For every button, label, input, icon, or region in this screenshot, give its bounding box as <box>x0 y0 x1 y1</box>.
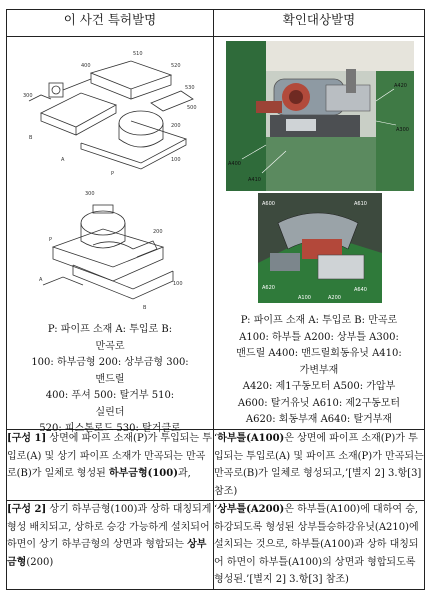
claim-tail: 과, <box>177 468 191 479</box>
right-column-header: 확인대상발명 <box>214 10 425 37</box>
fig-label: 100 <box>173 281 183 287</box>
target-text: 은 상면에 파이프 소재(P)가 투입되는 투입로(A) 및 파이프 소재(P)가 만곡되는 만곡로(B)가 일체로 형성되고,’[별지 2] 3.항[3] 참조) <box>214 433 424 497</box>
fig-label: A300 <box>396 127 409 133</box>
target-text: 은 하부틀(A100)에 대하여 승,하강되도록 형성된 상부틀승하강유닛(A210)에 설치되는 것으로, 하부틀(A100)과 상하 대칭되어 하면이 하부틀(A100)의 상면과 형합되도록 형성된.’[별지 2] 3.항[3] 참조) <box>214 504 419 585</box>
target-element-2 <box>214 501 425 590</box>
fig-label: A410 <box>248 177 261 183</box>
fig-label: 400 <box>81 63 91 69</box>
target-photo-top <box>226 41 414 191</box>
claim-element-2 <box>7 501 214 590</box>
right-legend <box>214 313 424 429</box>
claim-element-1 <box>7 430 214 501</box>
fig-label: A420 <box>394 83 407 89</box>
fig-label: 300 <box>23 93 33 99</box>
fig-label: A610 <box>354 201 367 207</box>
left-legend <box>7 322 213 438</box>
legend-line: 400: 푸셔 500: 탈거부 510: <box>45 390 175 401</box>
fig-label: B <box>143 305 147 311</box>
fig-label: A100 <box>298 295 311 301</box>
legend-line: A420: 제1구동모터 A500: 가압부 <box>242 381 396 392</box>
left-column-header: 이 사건 특허발명 <box>7 10 214 37</box>
legend-line: 100: 하부금형 200: 상부금형 300: <box>31 357 189 368</box>
fig-label: A200 <box>328 295 341 301</box>
fig-label: 200 <box>171 123 181 129</box>
claim-label: [구성 2] <box>7 504 47 515</box>
legend-line: 가변부재 <box>299 364 339 376</box>
target-figure-cell <box>214 37 425 430</box>
fig-label: A400 <box>228 161 241 167</box>
claim-text: 상기 하부금형(100)과 상하 대칭되게 형성 배치되고, 상하로 승강 가능하게 설치되어 하면이 상기 하부금형의 상면과 형합되는 <box>7 504 212 550</box>
legend-line: 520: 피스톤로드 530: 탈거클로 <box>39 423 181 434</box>
legend-line: A100: 하부틀 A200: 상부틀 A300: <box>239 331 399 343</box>
legend-line: P: 파이프 소재 A: 투입로 B: <box>47 324 173 335</box>
claim-text: 상면에 파이프 소재(P)가 투입되는 투입로(A) 및 상기 파이프 소재가 만곡되는 만곡로(B)가 일체로 형성된 <box>7 433 212 479</box>
fig-label: 530 <box>185 85 195 91</box>
legend-line: P: 파이프 소재 A: 투입로 B: 만곡로 <box>240 315 398 326</box>
legend-line: 만곡로 <box>95 340 125 352</box>
comparison-table <box>6 9 425 590</box>
target-bold-term: 상부틀(A200) <box>217 504 285 515</box>
fig-label: 100 <box>171 157 181 163</box>
claim-bold-term: 상부금형 <box>7 539 207 568</box>
legend-line: 실린더 <box>95 406 125 418</box>
claim-label: [구성 1] <box>7 433 47 444</box>
fig-label: 510 <box>133 51 143 57</box>
quote-mark: ‘ <box>214 433 218 444</box>
fig-label: A600 <box>262 201 275 207</box>
fig-label: B <box>29 135 33 141</box>
patent-drawing-bottom <box>33 185 193 315</box>
target-photo-bottom <box>258 193 382 303</box>
claim-bold-term: 하부금형(100) <box>108 468 178 479</box>
target-bold-term: 하부틀(A100) <box>217 433 285 444</box>
fig-label: 520 <box>171 63 181 69</box>
fig-label: A640 <box>354 287 367 293</box>
legend-line: A600: 탈거유닛 A610: 제2구동모터 <box>237 397 401 409</box>
fig-label: A620 <box>262 285 275 291</box>
fig-label: 200 <box>153 229 163 235</box>
legend-line: 맨드릴 <box>95 373 125 385</box>
claim-tail: (200) <box>26 556 54 568</box>
patent-figure-cell <box>7 37 214 434</box>
fig-label: A <box>61 157 65 163</box>
fig-label: 300 <box>85 191 95 197</box>
fig-label: 500 <box>187 105 197 111</box>
fig-label: A <box>39 277 43 283</box>
target-element-1 <box>214 430 425 501</box>
fig-label: P <box>111 171 115 177</box>
patent-drawing-top <box>21 43 201 183</box>
fig-label: P <box>49 237 53 243</box>
quote-mark: ‘ <box>214 504 218 515</box>
legend-line: A620: 회동부재 A640: 탈거부재 <box>245 414 393 425</box>
legend-line: 맨드릴 A400: 맨드릴회동유닛 A410: <box>236 348 402 359</box>
